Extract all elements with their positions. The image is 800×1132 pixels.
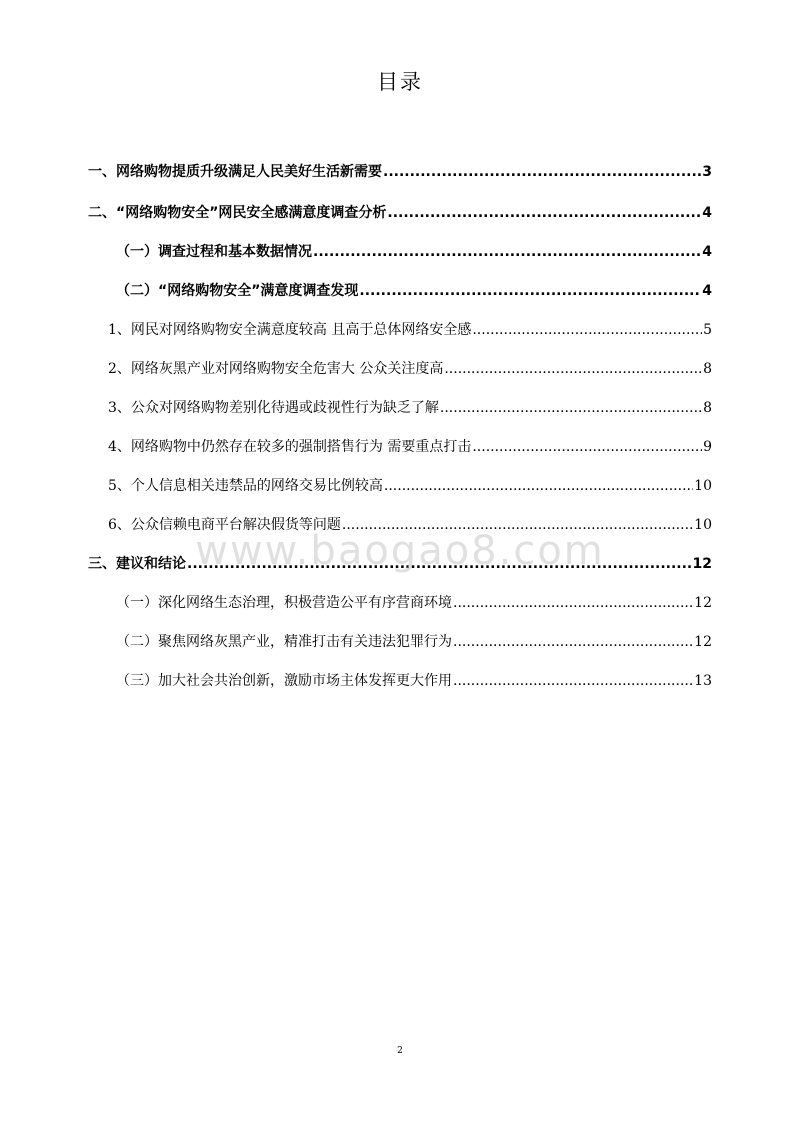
toc-entry-label: 5、个人信息相关违禁品的网络交易比例较高 — [108, 478, 383, 494]
toc-entry-page: 4 — [702, 244, 712, 260]
toc-leader — [453, 593, 693, 613]
toc-entry-label: 4、网络购物中仍然存在较多的强制搭售行为 需要重点打击 — [108, 439, 472, 455]
toc-leader — [453, 632, 693, 652]
toc-entry-page: 4 — [702, 283, 712, 299]
toc-leader — [383, 162, 701, 182]
toc-entry-page: 3 — [702, 164, 712, 180]
toc-entry[interactable] — [108, 320, 712, 340]
toc-entry-label: （三）加大社会共治创新，激励市场主体发挥更大作用 — [116, 673, 452, 689]
toc-entry-page: 8 — [703, 361, 712, 377]
toc-entry[interactable] — [88, 162, 712, 182]
toc-leader — [342, 515, 693, 535]
toc-entry[interactable] — [108, 437, 712, 457]
toc-entry-page: 12 — [694, 634, 712, 650]
toc-entry[interactable] — [116, 281, 712, 301]
toc-entry-label: 6、公众信赖电商平台解决假货等问题 — [108, 517, 341, 533]
toc-entry-page: 4 — [702, 205, 712, 221]
toc-entry[interactable] — [88, 203, 712, 223]
toc-leader — [187, 554, 692, 574]
toc-entry[interactable] — [108, 515, 712, 535]
toc-entry-page: 5 — [703, 322, 712, 338]
toc-entry-label: 一、网络购物提质升级满足人民美好生活新需要 — [88, 164, 382, 180]
toc-leader — [387, 203, 701, 223]
toc-entry-page: 12 — [694, 595, 712, 611]
toc-entry-page: 13 — [694, 673, 712, 689]
toc-entry[interactable] — [116, 632, 712, 652]
toc-entry[interactable] — [108, 476, 712, 496]
toc-entry-label: 1、网民对网络购物安全满意度较高 且高于总体网络安全感 — [108, 322, 472, 338]
toc-entry-page: 12 — [692, 556, 712, 572]
toc-entry-page: 10 — [694, 517, 712, 533]
toc-leader — [384, 476, 693, 496]
toc-leader — [472, 437, 702, 457]
toc-leader — [313, 242, 701, 262]
toc-entry-page: 9 — [703, 439, 712, 455]
toc-entry-label: （一）深化网络生态治理，积极营造公平有序营商环境 — [116, 595, 452, 611]
toc-entry[interactable] — [116, 671, 712, 691]
toc-leader — [440, 398, 702, 418]
toc-entry[interactable] — [108, 359, 712, 379]
toc-entry[interactable] — [116, 242, 712, 262]
toc-entry-label: 2、网络灰黑产业对网络购物安全危害大 公众关注度高 — [108, 361, 444, 377]
toc-entry[interactable] — [88, 554, 712, 574]
toc-entry-label: 三、建议和结论 — [88, 556, 186, 572]
page-title: 目录 — [377, 70, 423, 94]
watermark: www.baogao8.com — [195, 528, 605, 574]
toc-entry[interactable] — [108, 398, 712, 418]
toc-entry-label: （一）调查过程和基本数据情况 — [116, 244, 312, 260]
toc-leader — [444, 359, 702, 379]
toc-entry[interactable] — [116, 593, 712, 613]
toc-entry-page: 10 — [694, 478, 712, 494]
toc-entry-label: 二、“网络购物安全”网民安全感满意度调查分析 — [88, 205, 387, 221]
toc-entry-label: 3、公众对网络购物差别化待遇或歧视性行为缺乏了解 — [108, 400, 439, 416]
toc-leader — [472, 320, 702, 340]
toc-entry-page: 8 — [703, 400, 712, 416]
toc-leader — [359, 281, 701, 301]
toc-entry-label: （二）聚焦网络灰黑产业，精准打击有关违法犯罪行为 — [116, 634, 452, 650]
toc-entry-label: （二）“网络购物安全”满意度调查发现 — [116, 283, 359, 299]
page-number: 2 — [397, 1046, 403, 1056]
toc-leader — [453, 671, 693, 691]
